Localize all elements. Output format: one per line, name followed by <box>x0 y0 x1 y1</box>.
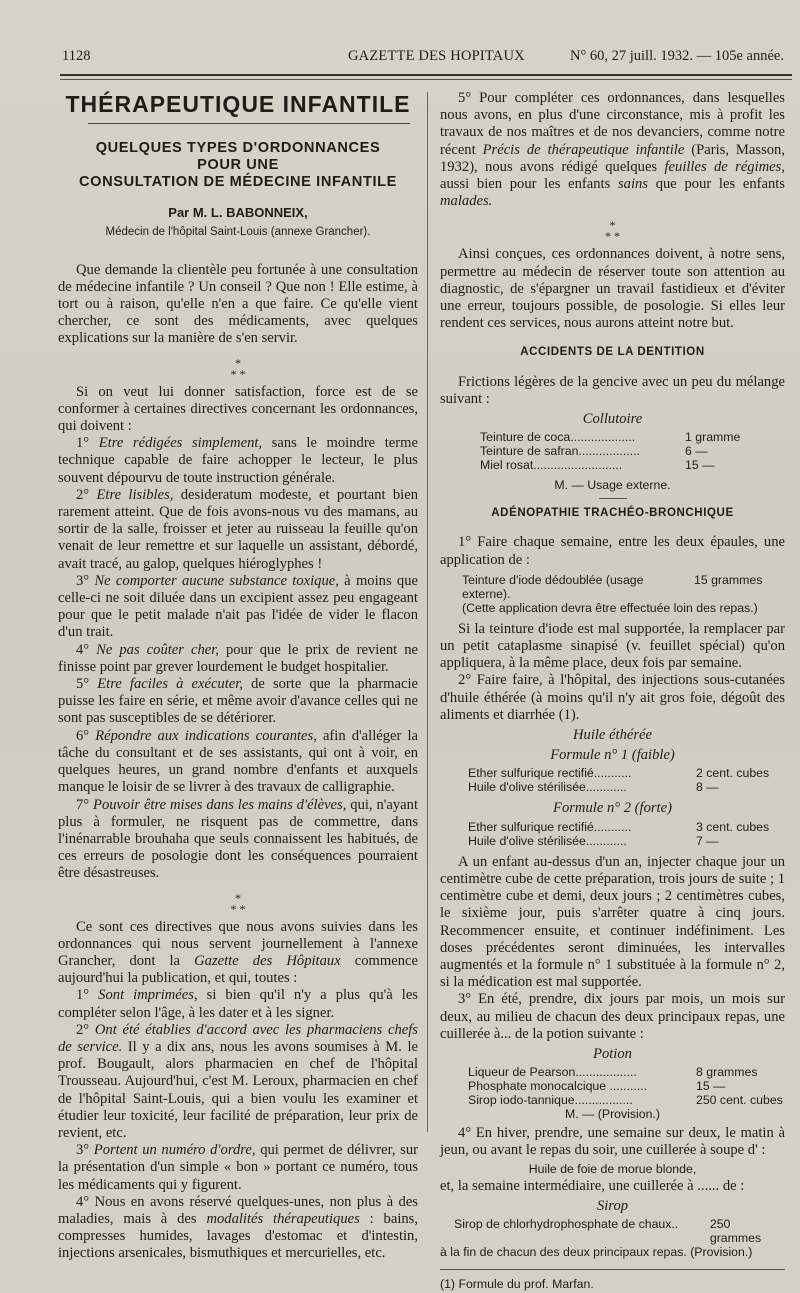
feature-2: 2° Ont été établies d'accord avec les pharmaciens chefs de service. Il y a dix ans, nous les avons soumises à M. le prof. Bougault, alors pharmacien en chef de l'hôpital Trousseau. Aujourd'hui, c'est M. Leroux, pharmacien en chef de l'hôpital Saint-Louis, qui a bien voulu les examiner et étudier leur toxicité, leur facilité de préparation, leur prix de revient, etc. <box>58 1021 418 1141</box>
right-column <box>440 90 785 1293</box>
article-title-line-2: POUR UNE <box>197 157 279 174</box>
formula-line: Miel rosat.......................... 15 — <box>480 458 715 473</box>
paragraph: 4° En hiver, prendre, une semaine sur deux, le matin à jeun, ou avant le repas du soir, une cuillerée à soupe d' : <box>440 1125 785 1159</box>
formula-line: Huile d'olive stérilisée............ 8 — <box>468 780 719 795</box>
formula-title: Huile éthérée <box>572 727 652 744</box>
directive-7: 7° Pouvoir être mises dans les mains d'élèves, qui, n'ayant plus à formuler, ne risquent pas de commettre, dans l'inénarrable brouhaha que seuls connaissent les habitués, de ces erreurs de posologie dont les conséquences pourraient être désastreuses. <box>58 796 418 882</box>
formula-potion <box>440 1065 785 1107</box>
article-title-line-3: CONSULTATION DE MÉDECINE INFANTILE <box>79 174 397 191</box>
header-rule <box>60 74 792 76</box>
formula-line: Phosphate monocalcique ........... 15 — <box>468 1079 726 1094</box>
directive-3: 3° Ne comporter aucune substance toxique, à moins que celle-ci ne soit diluée dans un excipient assez peu engageant pour que le petit malade n'ait pas l'idée de vider le flacon d'un trait. <box>58 572 418 641</box>
feature-3: 3° Portent un numéro d'ordre, qui permet de délivrer, sur la présentation d'un simple « bon » portant ce numéro, tous les médicaments qui y figurent. <box>58 1142 418 1193</box>
section-heading: ADÉNOPATHIE TRACHÉO-BRONCHIQUE <box>491 507 734 520</box>
asterism: * * * <box>605 218 620 244</box>
asterism: * * * <box>230 890 246 916</box>
section-rule <box>599 498 627 499</box>
paragraph: 1° Faire chaque semaine, entre les deux épaules, une application de : <box>440 534 785 568</box>
paragraph: Ainsi conçues, ces ordonnances doivent, à notre sens, permettre au médecin de réserver toute son attention au diagnostic, de s'épargner un travail fastidieux et d'éviter une erreur, toujours possible, de posologie. Si elles leur rendent ces services, nous aurons atteint notre but. <box>440 246 785 332</box>
formula-2 <box>440 820 785 848</box>
formula-1 <box>440 766 785 794</box>
paragraph: Si on veut lui donner satisfaction, force est de se conformer à certaines directives concernant les ordonnances, qui doivent : <box>58 383 418 435</box>
section-heading: ACCIDENTS DE LA DENTITION <box>520 346 705 359</box>
paragraph: Que demande la clientèle peu fortunée à une consultation de médecine infantile ? Un conseil ? Que non ! Elle estime, à tort ou à raison, qu'elle n'en a que faire. Ce qu'elle vient chercher, ce sont des médicaments, avec quelques explications sur la manière de s'en servir. <box>58 261 418 347</box>
formula-note: à la fin de chacun des deux principaux repas. (Provision.) <box>440 1244 753 1259</box>
formula-note: M. — (Provision.) <box>565 1107 660 1122</box>
feature-5: 5° Pour compléter ces ordonnances, dans lesquelles nous avons, en plus d'une circonstance, mis à profit les travaux de nos maîtres et de nos devanciers, comme notre récent Précis de thérapeutique infantile (Paris, Masson, 1932), nous avons rédigé quelques feuilles de régimes, aussi bien pour les enfants sains que pour les enfants malades. <box>440 90 785 210</box>
header-rule-thin <box>60 79 792 80</box>
directive-6: 6° Répondre aux indications courantes, afin d'alléger la tâche du consultant et de ses assistants, qui ont à voir, en quelques heures, un grand nombre d'enfants et auxquels manque le loisir de se livrer à des travaux de calligraphie. <box>58 727 418 796</box>
formula-subtitle: Formule n° 1 (faible) <box>550 747 675 764</box>
title-rule <box>88 123 410 124</box>
formula-line: Teinture de safran.................. 6 — <box>480 444 708 459</box>
directive-2: 2° Etre lisibles, desideratum modeste, et pourtant bien rarement atteint. Que de fois avons-nous vu des mamans, au sortir de la salle, froisser et jeter au ruisseau la feuille qu'on venait de leur remettre et sur laquelle un assistant, débordé, avait tracé, au galop, quelques hiéroglyphes ! <box>58 486 419 572</box>
directive-4: 4° Ne pas coûter cher, pour que le prix de revient ne finisse point par grever lourdement le budget hospitalier. <box>58 641 418 675</box>
formula-title: Collutoire <box>582 411 643 428</box>
author: Par M. L. BABONNEIX, <box>168 205 308 221</box>
formula-line: Ether sulfurique rectifié........... 2 cent. cubes <box>468 766 770 781</box>
section-title: THÉRAPEUTIQUE INFANTILE <box>65 91 411 117</box>
formula-line: Teinture d'iode dédoublée (usage externe). 15 grammes <box>462 572 763 601</box>
formula-title: Sirop <box>596 1197 629 1214</box>
paragraph: Ce sont ces directives que nous avons suivies dans les ordonnances qui nous servent journellement à l'annexe Grancher, dont la Gazette des Hôpitaux commence aujourd'hui la publication, et qui, toutes : <box>58 918 418 987</box>
paragraph: Frictions légères de la gencive avec un peu du mélange suivant : <box>440 373 785 407</box>
paragraph: Si la teinture d'iode est mal supportée, la remplacer par un petit cataplasme sinapisé (v. feuillet spécial) qu'on appliquera, à la même place, deux fois par semaine. <box>440 620 785 672</box>
author-affiliation: Médecin de l'hôpital Saint-Louis (annexe Grancher). <box>105 226 371 239</box>
formula-line: Sirop iodo-tannique................. 250 cent. cubes <box>468 1093 783 1108</box>
asterism: * * * <box>230 355 246 381</box>
formula-collutoire <box>440 430 785 472</box>
formula-subtitle: Formule n° 2 (forte) <box>553 800 672 817</box>
feature-1: 1° Sont imprimées, si bien qu'il n'y a plus qu'à les compléter selon l'âge, à les dater et à les signer. <box>58 987 418 1021</box>
formula-line: Huile de foie de morue blonde, <box>528 1161 697 1176</box>
issue-info: N° 60, 27 juill. 1932. — 105e année. <box>569 48 784 64</box>
journal-name: GAZETTE DES HOPITAUX <box>348 48 525 64</box>
formula-line: Huile d'olive stérilisée............ 7 — <box>468 833 719 848</box>
formula-line: Ether sulfurique rectifié........... 3 cent. cubes <box>468 819 770 834</box>
formula-note: M. — Usage externe. <box>554 478 671 493</box>
article-title-line-1: QUELQUES TYPES D'ORDONNANCES <box>95 140 381 157</box>
page-number: 1128 <box>62 48 91 64</box>
left-column <box>58 90 418 1263</box>
formula-title: Potion <box>593 1045 632 1062</box>
formula-line: Sirop de chlorhydrophosphate de chaux.. 250 grammes <box>454 1216 762 1245</box>
directive-1: 1° Etre rédigées simplement, sans le moindre terme technique capable de faire achopper le lecteur, le plus souvent dépourvu de toute instruction générale. <box>58 435 418 486</box>
running-header <box>62 48 788 70</box>
paragraph: et, la semaine intermédiaire, une cuillerée à ...... de : <box>440 1177 745 1194</box>
footnote-rule <box>440 1269 785 1270</box>
directive-5: 5° Etre faciles à exécuter, de sorte que la pharmacie puisse les faire en série, et même avoir d'avance celles qui ne sont pas susceptibles de se détériorer. <box>58 676 418 727</box>
paragraph: A un enfant au-dessus d'un an, injecter chaque jour un centimètre cube de cette préparation, trois jours de suite ; 1 centimètre cube et demi, deux jours ; 2 centimètres cubes, le sixième jour, puis s'arrêter quatre à cinq jours. Recommencer ensuite, et continuer indéfiniment. Les doses précédentes seront diminuées, les intervalles augmentés et la formule n° 1 substituée à la formule n° 2, si la médication est mal supportée. <box>440 853 785 991</box>
feature-4: 4° Nous en avons réservé quelques-unes, non plus à des maladies, mais à des modalités thérapeutiques : bains, compresses humides, lavages d'estomac et d'intestin, injections arsenicales, bismuthiques et mercurielles, etc. <box>58 1193 418 1262</box>
paragraph: 3° En été, prendre, dix jours par mois, un mois sur deux, au milieu de chacun des deux principaux repas, une cuillerée à... de la potion suivante : <box>440 991 785 1042</box>
formula-line: Teinture de coca................... 1 gramme <box>480 430 741 445</box>
formula-line: Liqueur de Pearson.................. 8 grammes <box>468 1065 758 1080</box>
footnote: (1) Formule du prof. Marfan. <box>440 1276 594 1291</box>
paragraph: 2° Faire faire, à l'hôpital, des injections sous-cutanées d'huile éthérée (à moins qu'il n'y ait gros foie, dégoût des aliments et diarrhée (1). <box>440 672 785 723</box>
column-divider <box>427 92 428 1132</box>
formula-note: (Cette application devra être effectuée loin des repas.) <box>462 600 758 615</box>
